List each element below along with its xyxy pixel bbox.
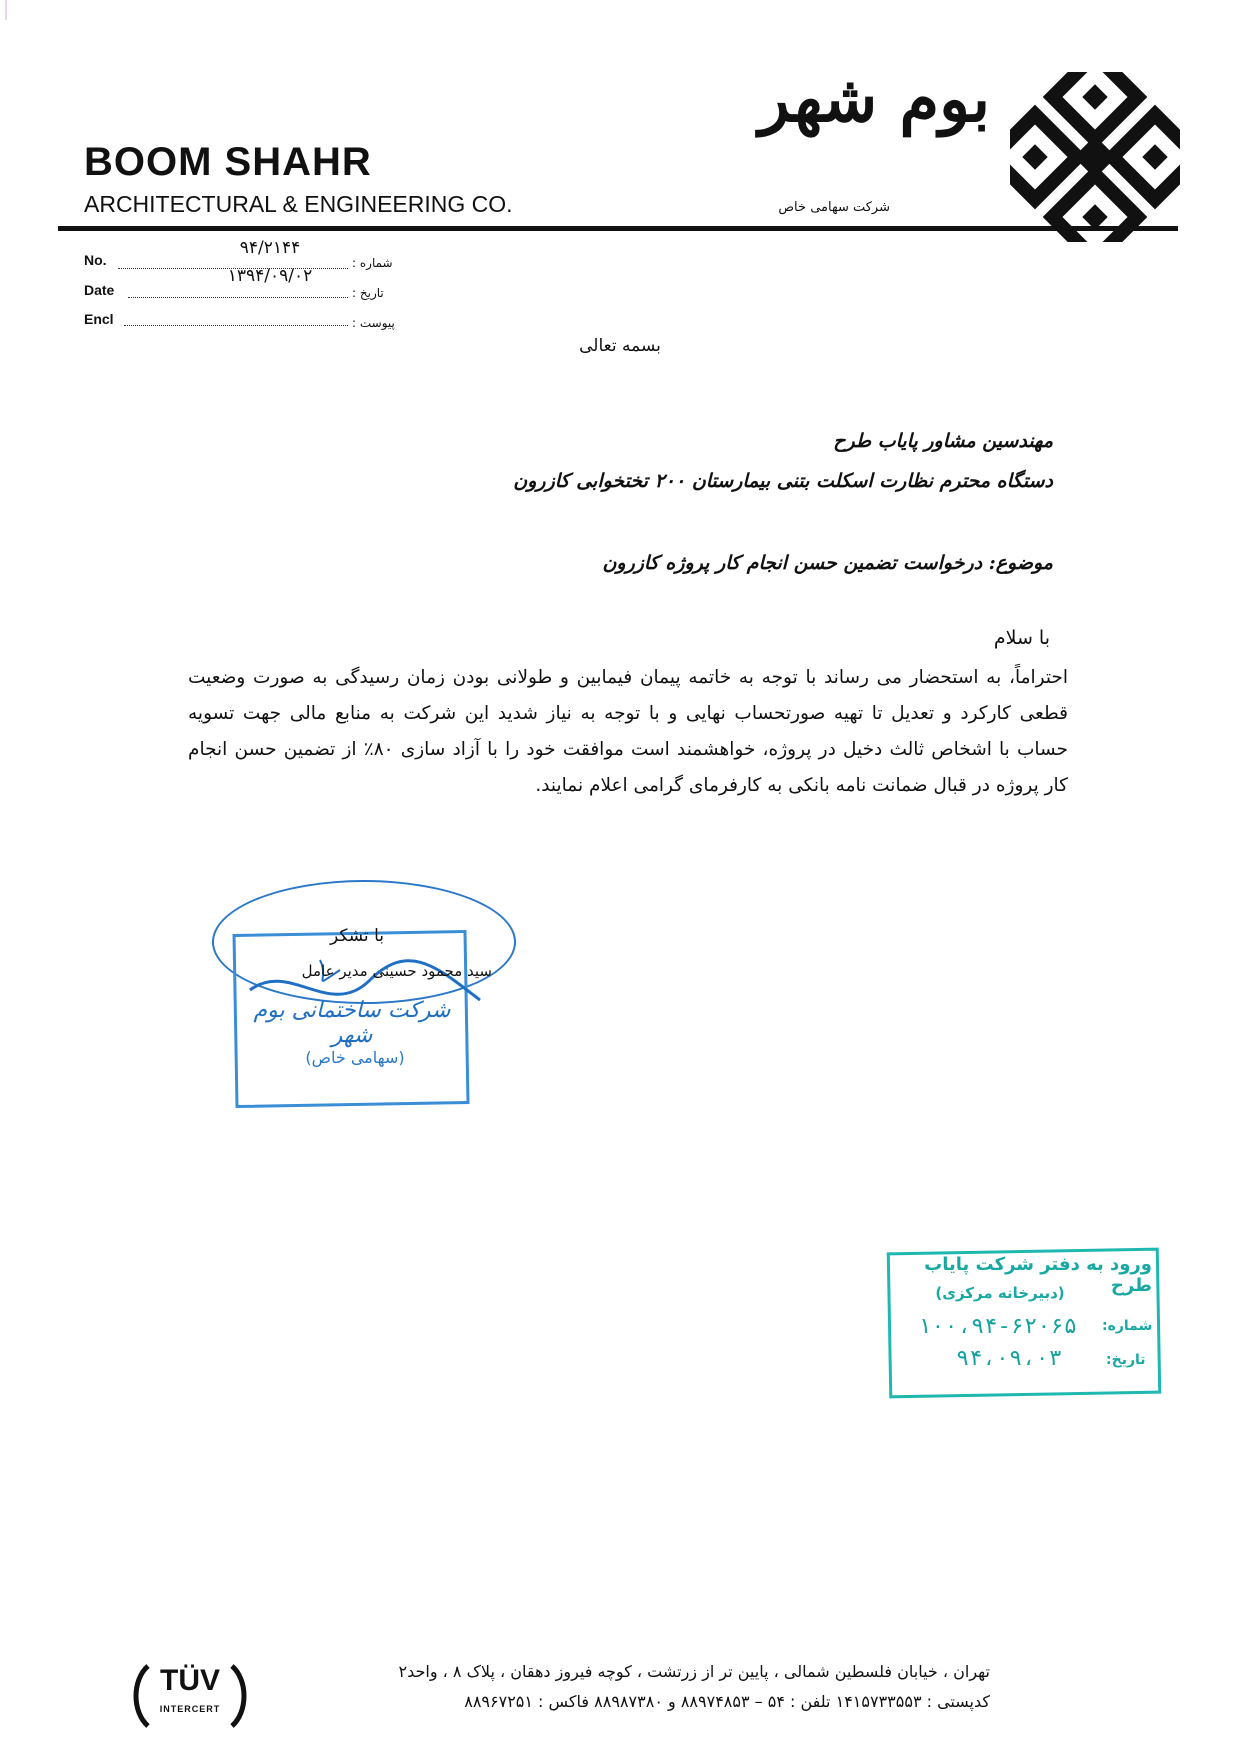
basmala: بسمه تعالی bbox=[579, 336, 661, 356]
scan-artifact bbox=[5, 0, 7, 20]
stamp-company-name: شرکت ساختمانی بوم شهر bbox=[253, 998, 451, 1048]
header-rule bbox=[58, 226, 1178, 231]
encl-label-en: Encl bbox=[84, 311, 114, 327]
recipient-line-1: مهندسین مشاور پایاب طرح bbox=[833, 430, 1053, 452]
footer-address: تهران ، خیابان فلسطین شمالی ، پایین تر از زرتشت ، کوچه فیروز دهقان ، پلاک ۸ ، واحد۲ bbox=[398, 1662, 990, 1681]
date-label-fa: تاریخ : bbox=[352, 286, 384, 300]
received-number-value: ۱۰۰،۹۴-۶۲۰۶۵ bbox=[918, 1314, 1077, 1339]
received-number-label: شماره: bbox=[1102, 1318, 1153, 1334]
number-label-fa: شماره : bbox=[352, 256, 393, 270]
company-name-fa: بوم شهر bbox=[758, 62, 990, 137]
number-value: ۹۴/۲۱۴۴ bbox=[239, 238, 301, 258]
received-date-label: تاریخ: bbox=[1106, 1352, 1146, 1368]
company-type-fa: شرکت سهامی خاص bbox=[778, 200, 890, 215]
tuv-logo-subtext: INTERCERT bbox=[159, 1704, 221, 1714]
greeting: با سلام bbox=[993, 627, 1050, 649]
received-stamp-title: ورود به دفتر شرکت پایاب طرح bbox=[924, 1254, 1152, 1296]
letter-body: احتراماً، به استحضار می رساند با توجه به خاتمه پیمان فیمابین و طولانی بودن زمان رسیدگی به صورت وضعیت قطعی کارکرد و تعدیل تا تهیه صورتحساب نهایی و با توجه به نیاز شدید این شرکت به منابع مالی جهت تسویه حساب با اشخاص ثالث دخیل در پروژه، خواهشمند است موافقت خود را با آزاد سازی ۸۰٪ از تضمین حسن انجام کار پروژه در قبال ضمانت نامه بانکی به کارفرمای گرامی اعلام نمایند. bbox=[188, 667, 1068, 796]
tuv-logo-text: TÜV bbox=[160, 1664, 220, 1697]
footer-contact: کدپستی : ۱۴۱۵۷۳۳۵۵۳ تلفن : ۵۴ – ۸۸۹۷۴۸۵۳ و ۸۸۹۸۷۳۸۰ فاکس : ۸۸۹۶۷۲۵۱ bbox=[464, 1692, 990, 1711]
encl-dotline bbox=[124, 325, 348, 326]
subject-line: موضوع: درخواست تضمین حسن انجام کار پروژه کازرون bbox=[602, 552, 1053, 574]
date-label-en: Date bbox=[84, 282, 115, 298]
received-stamp-subtitle: (دبیرخانه مرکزی) bbox=[935, 1284, 1065, 1302]
recipient-line-2: دستگاه محترم نظارت اسکلت بتنی بیمارستان ۲۰۰ تختخوابی کازرون bbox=[513, 470, 1053, 492]
date-value: ۱۳۹۴/۰۹/۰۲ bbox=[227, 266, 313, 286]
date-dotline bbox=[128, 297, 348, 298]
encl-label-fa: پیوست : bbox=[352, 316, 395, 330]
company-name-en: BOOM SHAHR bbox=[84, 140, 372, 184]
company-tagline-en: ARCHITECTURAL & ENGINEERING CO. bbox=[84, 191, 513, 217]
number-label-en: No. bbox=[84, 252, 107, 268]
company-logo-icon bbox=[1010, 72, 1180, 242]
stamp-company-type: (سهامی خاص) bbox=[305, 1048, 405, 1067]
received-date-value: ۹۴،۰۹،۰۳ bbox=[956, 1346, 1062, 1371]
closing-text: با تشکر bbox=[330, 926, 384, 946]
signer-name: سید محمود حسینی مدیر عامل bbox=[301, 962, 492, 980]
